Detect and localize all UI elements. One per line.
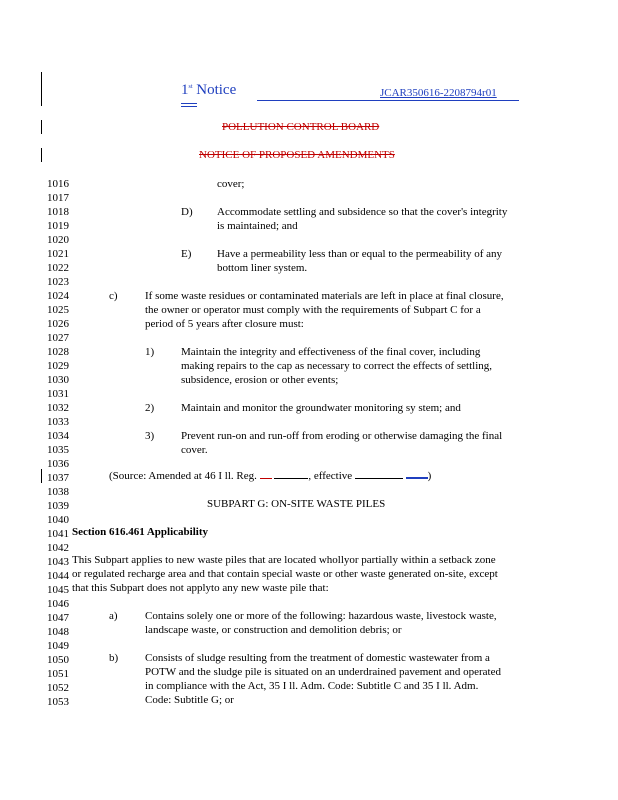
line-number: 1043 [47, 556, 69, 568]
line-number: 1046 [47, 598, 69, 610]
line-number: 1019 [47, 220, 69, 232]
item-c-text: period of 5 years after closure must: [145, 318, 304, 330]
line-number: 1017 [47, 192, 69, 204]
line-number: 1020 [47, 234, 69, 246]
document-id: JCAR350616-2208794r01 [380, 87, 497, 99]
line-number: 1039 [47, 500, 69, 512]
change-bar [41, 120, 42, 134]
change-bar [41, 148, 42, 162]
paragraph-text: This Subpart applies to new waste piles that are located whollyor partially within a setback zone [72, 554, 496, 566]
notice-number: 1 [181, 82, 189, 98]
source-note-text: , effective [308, 470, 353, 482]
item-3-text: cover. [181, 444, 208, 456]
line-number: 1035 [47, 444, 69, 456]
item-a-text: landscape waste, or construction and demolition debris; or [145, 624, 402, 636]
item-1-text: making repairs to the cap as necessary to correct the effects of settling, [181, 360, 493, 372]
change-bar [41, 72, 42, 106]
line-number: 1016 [47, 178, 69, 190]
item-a-text: Contains solely one or more of the following: hazardous waste, livestock waste, [145, 610, 497, 622]
item-b-text: Code: Subtitle G; or [145, 694, 234, 706]
line-number: 1034 [47, 430, 69, 442]
line-number: 1038 [47, 486, 69, 498]
notice-word: Notice [196, 82, 237, 98]
item-3-text: Prevent run-on and run-off from eroding or otherwise damaging the final [181, 430, 503, 442]
line-number: 1024 [47, 290, 69, 302]
line-number: 1040 [47, 514, 69, 526]
item-label-e: E) [181, 248, 192, 260]
item-c-text: the owner or operator must comply with the requirements of Subpart C for a [145, 304, 481, 316]
line-number: 1051 [47, 668, 69, 680]
item-c-text: If some waste residues or contaminated materials are left in place at final closure, [145, 290, 504, 302]
change-bar [41, 469, 42, 483]
reg-page-blank [274, 478, 308, 479]
line-number: 1052 [47, 682, 69, 694]
line-number: 1025 [47, 304, 69, 316]
item-label-1: 1) [145, 346, 155, 358]
source-note-text: (Source: Amended at 46 I ll. Reg. [109, 470, 257, 482]
source-note-text: ) [427, 470, 432, 482]
line-number: 1028 [47, 346, 69, 358]
line-number: 1027 [47, 332, 69, 344]
line-number: 1053 [47, 696, 69, 708]
item-1-text: subsidence, erosion or other events; [181, 374, 339, 386]
item-b-text: in compliance with the Act, 35 I ll. Adm. Code: Subtitle C and 35 I ll. Adm. [145, 680, 479, 692]
body-text: cover; [217, 178, 245, 190]
line-number: 1045 [47, 584, 69, 596]
line-number: 1032 [47, 402, 69, 414]
line-number: 1050 [47, 654, 69, 666]
line-number: 1022 [47, 262, 69, 274]
item-2-text: Maintain and monitor the groundwater monitoring sy stem; and [181, 402, 461, 414]
item-label-3: 3) [145, 430, 155, 442]
header-underline [257, 100, 519, 101]
line-number: 1018 [47, 206, 69, 218]
item-label-2: 2) [145, 402, 155, 414]
board-name: POLLUTION CONTROL BOARD [222, 121, 380, 133]
section-heading: Section 616.461 Applicability [72, 526, 208, 538]
line-number: 1047 [47, 612, 69, 624]
paragraph-text: that this Subpart does not applyto any new waste pile that: [72, 582, 329, 594]
line-number: 1041 [47, 528, 69, 540]
item-e-text: bottom liner system. [217, 262, 308, 274]
notice-header [181, 82, 236, 99]
item-b-text: Consists of sludge resulting from the treatment of domestic wastewater from a [145, 652, 490, 664]
line-number: 1021 [47, 248, 69, 260]
line-number: 1031 [47, 388, 69, 400]
notice-number-underline [181, 106, 197, 107]
line-number: 1037 [47, 472, 69, 484]
item-label-b: b) [109, 652, 119, 664]
line-number: 1033 [47, 416, 69, 428]
line-number: 1023 [47, 276, 69, 288]
line-number: 1044 [47, 570, 69, 582]
notice-title: NOTICE OF PROPOSED AMENDMENTS [199, 149, 395, 161]
subpart-heading: SUBPART G: ON-SITE WASTE PILES [207, 498, 386, 510]
item-1-text: Maintain the integrity and effectiveness of the final cover, including [181, 346, 481, 358]
line-number: 1042 [47, 542, 69, 554]
item-b-text: POTW and the sludge pile is situated on an underdrained pavement and operated [145, 666, 501, 678]
item-d-text: is maintained; and [217, 220, 298, 232]
reg-volume-blank [260, 478, 272, 479]
item-label-a: a) [109, 610, 118, 622]
source-note [109, 469, 431, 483]
item-label-d: D) [181, 206, 193, 218]
line-number: 1026 [47, 318, 69, 330]
line-number: 1048 [47, 626, 69, 638]
effective-date-blank [355, 478, 403, 479]
paragraph-text: or regulated recharge area and that contain special waste or other waste generated on-site, except [72, 568, 498, 580]
effective-date-blank [406, 477, 428, 479]
notice-number-underline [181, 103, 197, 104]
line-number: 1036 [47, 458, 69, 470]
line-number: 1049 [47, 640, 69, 652]
item-e-text: Have a permeability less than or equal to the permeability of any [217, 248, 502, 260]
item-label-c: c) [109, 290, 118, 302]
line-number: 1030 [47, 374, 69, 386]
item-d-text: Accommodate settling and subsidence so that the cover's integrity [217, 206, 508, 218]
notice-sup: st [188, 84, 193, 90]
line-number: 1029 [47, 360, 69, 372]
